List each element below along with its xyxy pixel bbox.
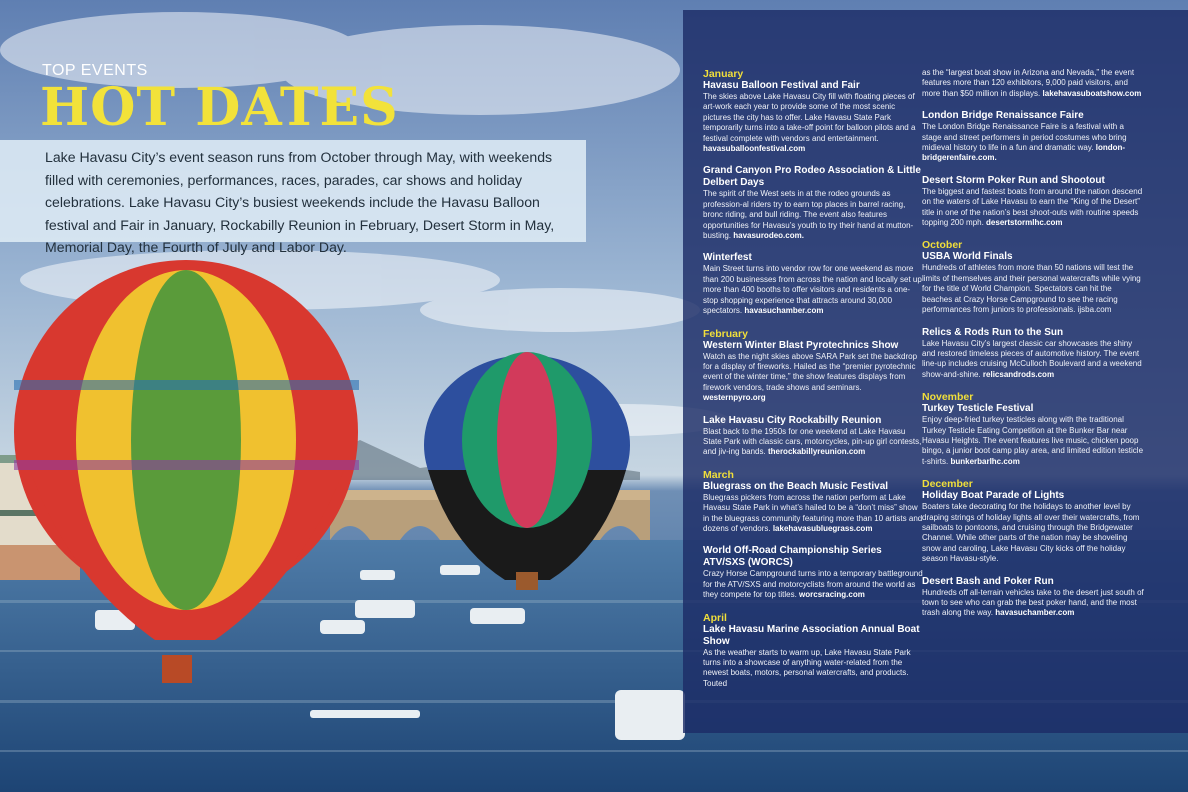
event-title: London Bridge Renaissance Faire [922, 110, 1084, 122]
event-title: Lake Havasu Marine Association Annual Boat Show [703, 623, 920, 647]
event-title: Relics & Rods Run to the Sun [922, 326, 1064, 338]
event-description: As the weather starts to warm up, Lake Havasu State Park turns into a showcase of anything water-related from the newest boats, motors, personal watercrafts, and products. Touted [703, 647, 911, 688]
event-title: Lake Havasu City Rockabilly Reunion [703, 414, 882, 426]
event-month: March [703, 468, 734, 481]
event-description: Hundreds of athletes from more than 50 nations will test the limits of themselves and their personal watercrafts while vying for the title of World Champion. Spectators can hit the beaches at Crazy Horse Campground to see the racing performances from juniors to professionals. ijsba.com [922, 263, 1141, 315]
event-item [922, 68, 1144, 99]
event-description: The spirit of the West sets in at the rodeo grounds as profession-al riders try to earn top places in barrel racing, bronc riding, and bull riding. The event also features opportunities for Havasu’s youth to try their hand at mutton-busting. havasurodeo.com. [703, 189, 914, 241]
event-title: Bluegrass on the Beach Music Festival [703, 480, 889, 492]
event-item [703, 415, 925, 458]
event-url[interactable]: havasurodeo.com. [733, 231, 804, 241]
event-item [922, 576, 1144, 619]
event-url[interactable]: havasuchamber.com [744, 306, 824, 316]
event-description: Hundreds off all-terrain vehicles take to the desert just south of town to see who can grab the best poker hand, and the most trash along the way. havasuchamber.com [922, 587, 1144, 618]
event-url[interactable]: havasuballoonfestival.com [703, 144, 806, 154]
event-item [922, 110, 1144, 164]
event-month: February [703, 327, 748, 340]
event-title: World Off-Road Championship Series ATV/SXS (WORCS) [703, 545, 882, 569]
event-month: November [922, 391, 974, 404]
event-month: January [703, 68, 744, 80]
event-url[interactable]: worcsracing.com [799, 590, 865, 600]
event-url[interactable]: lakehavasuboatshow.com [1042, 88, 1142, 98]
event-url[interactable]: westernpyro.org [703, 393, 766, 403]
event-title: Grand Canyon Pro Rodeo Association & Little Delbert Days [703, 165, 921, 189]
event-description: The London Bridge Renaissance Faire is a festival with a stage and street performers in period costumes who bring midieval history to life in a fun and dramatic way. london-bridgerenfaire.com. [922, 122, 1127, 163]
intro-paragraph: Lake Havasu City’s event season runs from October through May, with weekends filled with ceremonies, performances, races, parades, car shows and holiday celebrations. Lake Havasu City’s busiest weekends include the Havasu Balloon festival and Fair in January, Rockabilly Reunion in February, Desert Storm in May, Memorial Day, the Fourth of July and Labor Day. [45, 149, 555, 255]
section-kicker: TOP EVENTS [42, 62, 148, 79]
event-month: December [922, 478, 973, 491]
event-month: April [703, 611, 727, 624]
event-title: Winterfest [703, 252, 752, 264]
event-title: Holiday Boat Parade of Lights [922, 490, 1065, 502]
event-item [703, 165, 925, 241]
event-title: Western Winter Blast Pyrotechnics Show [703, 339, 899, 351]
event-item [703, 545, 925, 600]
event-description: Main Street turns into vendor row for one weekend as more than 200 businesses from across the nation and locally set up more than 400 booths to offer visitors and residents a one-stop shopping experience that attracts around 30,000 spectators. havasuchamber.com [703, 264, 922, 316]
event-url[interactable]: therockabillyreunion.com [767, 447, 866, 457]
event-description: The biggest and fastest boats from around the nation descend on the waters of Lake Havasu to earn the “King of the Desert” title in one of the nation’s best shoot-outs with routine speeds topping 200 mph. desertstormlhc.com [922, 186, 1143, 228]
event-item [703, 612, 925, 690]
event-description: Lake Havasu City’s largest classic car showcases the shiny and restored timeless pieces of automotive history. The event line-up includes cruising McCulloch Boulevard and a weekend show-and-shine. relicsandrods.com [922, 338, 1142, 379]
event-url[interactable]: lakehavasubluegrass.com [772, 523, 873, 533]
page-title: HOT DATES [40, 77, 399, 138]
event-title: Havasu Balloon Festival and Fair [703, 80, 860, 91]
event-description: Bluegrass pickers from across the nation perform at Lake Havasu State Park in what’s hailed to be a “don’t miss” show in the bluegrass community featuring more than 10 artists and dozens of vendors. lakehavasubluegrass.com [703, 492, 923, 533]
event-item [922, 391, 1144, 467]
event-item [703, 252, 925, 316]
event-url[interactable]: desertstormlhc.com [986, 218, 1063, 228]
event-title: USBA World Finals [922, 251, 1013, 263]
event-description: Blast back to the 1950s for one weekend at Lake Havasu State Park with classic cars, motorcycles, pin-up girl contests, and jiv-ing bands. therockabillyreunion.com [703, 426, 922, 457]
event-item [922, 175, 1144, 229]
events-column-left [703, 68, 925, 700]
event-item [922, 327, 1144, 381]
event-title: Desert Bash and Poker Run [922, 575, 1054, 587]
event-item [703, 68, 925, 154]
event-title: Desert Storm Poker Run and Shootout [922, 174, 1105, 186]
event-url[interactable]: relicsandrods.com [982, 369, 1055, 379]
event-description: Crazy Horse Campground turns into a temporary battleground for the ATV/SXS and motorcyclists from around the world as they compete for top titles. worcsracing.com [703, 569, 923, 600]
event-description: Enjoy deep-fried turkey testicles along with the traditional Turkey Testicle Eating Competition at the Bunker Bar near Havasu Heights. The event features live music, chicken poop bingo, a junior boot camp play area, and limited edition testicle t-shirts. bunkerbarlhc.com [922, 415, 1144, 466]
event-item [922, 478, 1144, 564]
event-item [703, 469, 925, 535]
event-url[interactable]: london-bridgerenfaire.com. [922, 143, 1126, 163]
event-url[interactable]: havasuchamber.com [995, 608, 1075, 618]
event-description: as the “largest boat show in Arizona and Nevada,” the event features more than 120 exhibitors, 9,000 paid visitors, and more than $50 million in displays. lakehavasuboatshow.com [922, 68, 1142, 98]
event-title: Turkey Testicle Festival [922, 403, 1034, 415]
events-column-right [922, 68, 1144, 630]
event-item [922, 239, 1144, 315]
event-month: October [922, 239, 963, 252]
event-item [703, 328, 925, 404]
event-url[interactable]: bunkerbarlhc.com [950, 456, 1020, 466]
event-description: Watch as the night skies above SARA Park set the backdrop for a display of fireworks. Hailed as the “premier pyrotechnic event of the winter time,” the show features displays from firework vendors, trade shows and seminars. westernpyro.org [703, 351, 918, 403]
event-description: The skies above Lake Havasu City fill with floating pieces of art-work each year to provide some of the most scenic pictures the city has to offer. Lake Havasu State Park temporarily turns into a take-off point for balloon pilots and a festival complete with vendors and entertainment. havasuballoonfestival.com [703, 92, 916, 154]
event-description: Boaters take decorating for the holidays to another level by draping strings of holiday lights all over their watercrafts, from sailboats to pontoons, and cruising through the Bridgewater Channel. While other parts of the nation may be shoveling snow and caroling, Lake Havasu City kicks off the holiday season Havasu-style. [922, 502, 1140, 564]
